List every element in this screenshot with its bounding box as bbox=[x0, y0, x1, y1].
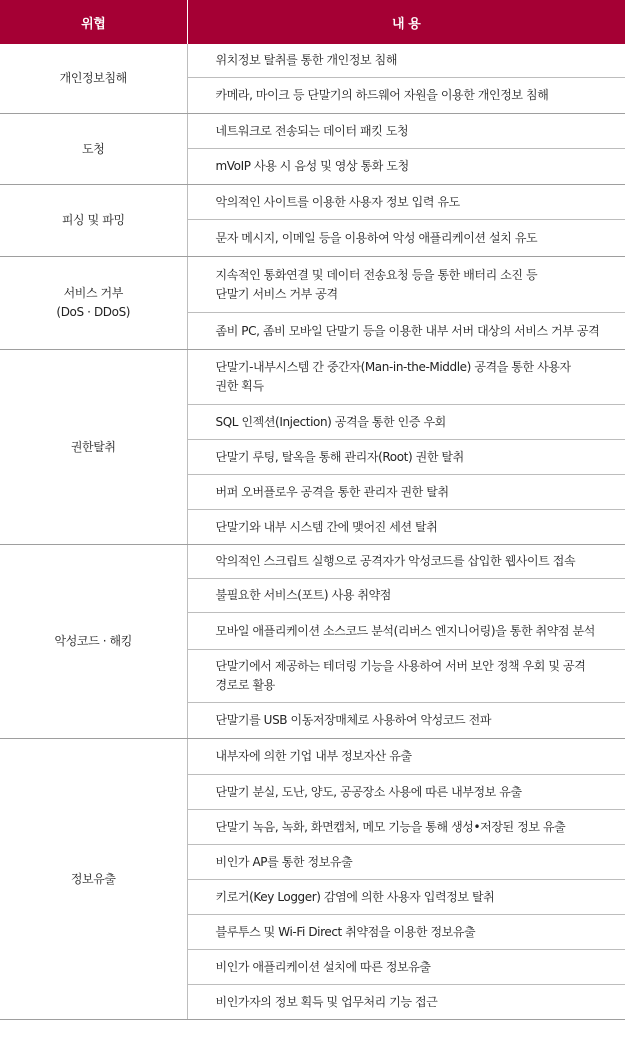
threat-detail: 단말기를 USB 이동저장매체로 사용하여 악성코드 전파 bbox=[187, 703, 625, 739]
table-row bbox=[0, 350, 625, 405]
threat-detail: 문자 메시지, 이메일 등을 이용하여 악성 애플리케이션 설치 유도 bbox=[187, 220, 625, 257]
threat-detail: 카메라, 마이크 등 단말기의 하드웨어 자원을 이용한 개인정보 침해 bbox=[187, 78, 625, 114]
threat-detail: 좀비 PC, 좀비 모바일 단말기 등을 이용한 내부 서버 대상의 서비스 거부 공격 bbox=[187, 313, 625, 350]
threat-detail: 네트워크로 전송되는 데이터 패킷 도청 bbox=[187, 114, 625, 149]
table-body bbox=[0, 44, 625, 1020]
threat-detail: SQL 인젝션(Injection) 공격을 통한 인증 우회 bbox=[187, 405, 625, 440]
header-content: 내 용 bbox=[187, 0, 625, 44]
threat-detail: 버퍼 오버플로우 공격을 통한 관리자 권한 탈취 bbox=[187, 475, 625, 510]
threat-detail: 키로거(Key Logger) 감염에 의한 사용자 입력정보 탈취 bbox=[187, 880, 625, 915]
threat-detail: 단말기-내부시스템 간 중간자(Man-in-the-Middle) 공격을 통한 사용자 권한 획득 bbox=[187, 350, 625, 405]
threat-detail: 비인가자의 정보 획득 및 업무처리 기능 접근 bbox=[187, 985, 625, 1020]
threat-detail: 단말기 녹음, 녹화, 화면캡처, 메모 기능을 통해 생성•저장된 정보 유출 bbox=[187, 810, 625, 845]
table-row bbox=[0, 257, 625, 313]
threat-category: 악성코드 · 해킹 bbox=[0, 545, 187, 739]
threat-category: 권한탈취 bbox=[0, 350, 187, 545]
threat-detail: 모바일 애플리케이션 소스코드 분석(리버스 엔지니어링)을 통한 취약점 분석 bbox=[187, 613, 625, 650]
threat-detail: 비인가 애플리케이션 설치에 따른 정보유출 bbox=[187, 950, 625, 985]
threat-detail: 악의적인 사이트를 이용한 사용자 정보 입력 유도 bbox=[187, 185, 625, 220]
threat-detail: mVoIP 사용 시 음성 및 영상 통화 도청 bbox=[187, 149, 625, 185]
header-threat: 위협 bbox=[0, 0, 187, 44]
table-row bbox=[0, 545, 625, 579]
threat-category: 도청 bbox=[0, 114, 187, 185]
threat-category: 정보유출 bbox=[0, 739, 187, 1020]
threat-detail: 단말기 루팅, 탈옥을 통해 관리자(Root) 권한 탈취 bbox=[187, 440, 625, 475]
threat-detail: 비인가 AP를 통한 정보유출 bbox=[187, 845, 625, 880]
threat-category: 개인정보침해 bbox=[0, 44, 187, 114]
table-row bbox=[0, 114, 625, 149]
threat-detail: 블루투스 및 Wi-Fi Direct 취약점을 이용한 정보유출 bbox=[187, 915, 625, 950]
table-header-row bbox=[0, 0, 625, 44]
table-row bbox=[0, 44, 625, 78]
threat-detail: 단말기에서 제공하는 테더링 기능을 사용하여 서버 보안 정책 우회 및 공격 경로로 활용 bbox=[187, 650, 625, 703]
threat-category: 피싱 및 파밍 bbox=[0, 185, 187, 257]
threat-category: 서비스 거부 (DoS · DDoS) bbox=[0, 257, 187, 350]
threat-detail: 위치정보 탈취를 통한 개인정보 침해 bbox=[187, 44, 625, 78]
threat-detail: 불필요한 서비스(포트) 사용 취약점 bbox=[187, 579, 625, 613]
table-row bbox=[0, 739, 625, 775]
threat-detail: 단말기 분실, 도난, 양도, 공공장소 사용에 따른 내부정보 유출 bbox=[187, 775, 625, 810]
threat-detail: 단말기와 내부 시스템 간에 맺어진 세션 탈취 bbox=[187, 510, 625, 545]
threat-detail: 악의적인 스크립트 실행으로 공격자가 악성코드를 삽입한 웹사이트 접속 bbox=[187, 545, 625, 579]
table-row bbox=[0, 185, 625, 220]
threat-detail: 내부자에 의한 기업 내부 정보자산 유출 bbox=[187, 739, 625, 775]
threat-detail: 지속적인 통화연결 및 데이터 전송요청 등을 통한 배터리 소진 등 단말기 서비스 거부 공격 bbox=[187, 257, 625, 313]
